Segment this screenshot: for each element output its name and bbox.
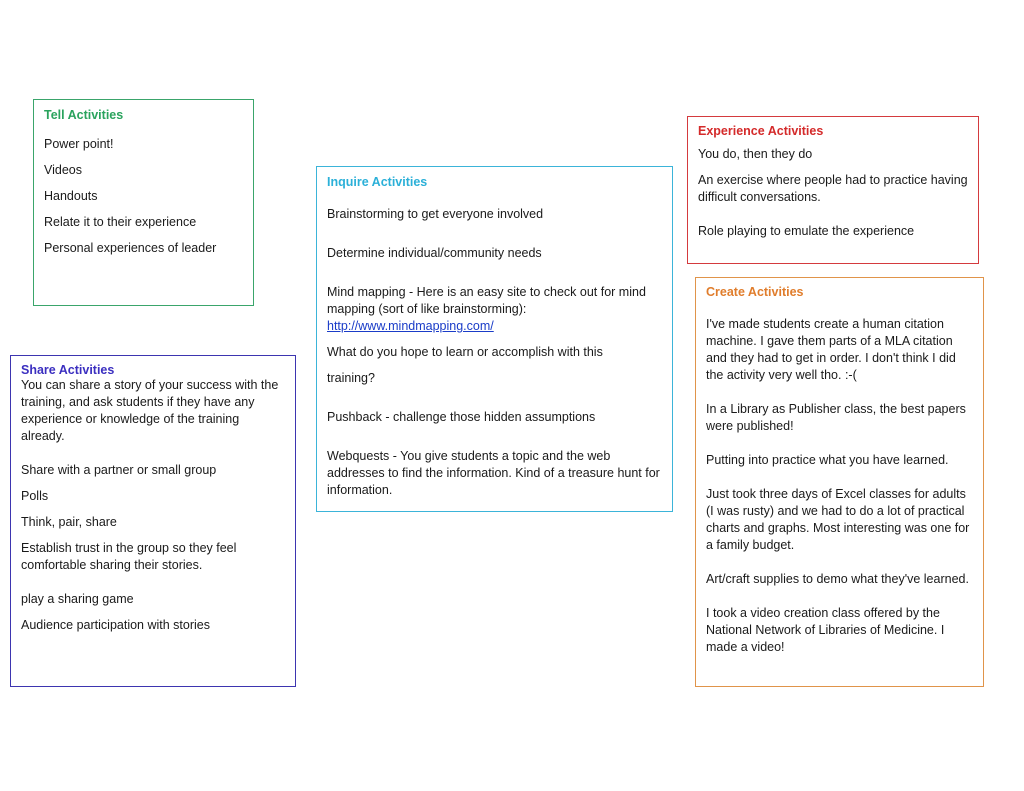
experience-item: You do, then they do xyxy=(698,147,813,161)
inquire-item: Webquests - You give students a topic and the web addresses to find the information. Kind of a treasure hunt for information. xyxy=(327,449,660,497)
tell-item: Personal experiences of leader xyxy=(44,241,217,255)
inquire-item: Brainstorming to get everyone involved xyxy=(327,207,544,221)
share-item: Audience participation with stories xyxy=(21,618,210,632)
inquire-item: Mind mapping - Here is an easy site to check out for mind mapping (sort of like brainstorming): xyxy=(327,285,646,316)
create-item: I've made students create a human citation machine. I gave them parts of a MLA citation and they had to get in order. I don't think I did the activity very well tho. :-( xyxy=(706,317,956,382)
experience-item: Role playing to emulate the experience xyxy=(698,224,915,238)
create-item: In a Library as Publisher class, the best papers were published! xyxy=(706,402,966,433)
create-item: Art/craft supplies to demo what they've learned. xyxy=(706,572,969,586)
share-item: Polls xyxy=(21,489,49,503)
share-item: play a sharing game xyxy=(21,592,134,606)
tell-item: Power point! xyxy=(44,137,114,151)
tell-item: Videos xyxy=(44,163,82,177)
inquire-item: What do you hope to learn or accomplish with this xyxy=(327,345,603,359)
experience-activities-box xyxy=(687,116,979,264)
inquire-activities-box xyxy=(316,166,673,512)
create-item: I took a video creation class offered by the National Network of Libraries of Medicine. I made a video! xyxy=(706,606,945,654)
experience-title: Experience Activities xyxy=(698,124,824,138)
share-item: Establish trust in the group so they feel comfortable sharing their stories. xyxy=(21,541,237,572)
create-item: Putting into practice what you have learned. xyxy=(706,453,949,467)
share-activities-box xyxy=(10,355,296,687)
create-activities-box xyxy=(695,277,984,687)
experience-item: An exercise where people had to practice having difficult conversations. xyxy=(698,173,968,204)
share-title: Share Activities xyxy=(21,363,115,377)
tell-title: Tell Activities xyxy=(44,108,124,122)
inquire-title: Inquire Activities xyxy=(327,175,428,189)
share-item: Think, pair, share xyxy=(21,515,117,529)
inquire-item: Determine individual/community needs xyxy=(327,246,542,260)
tell-item: Handouts xyxy=(44,189,98,203)
tell-activities-box xyxy=(33,99,254,306)
tell-item: Relate it to their experience xyxy=(44,215,197,229)
inquire-item: Pushback - challenge those hidden assumptions xyxy=(327,410,596,424)
mindmapping-link[interactable]: http://www.mindmapping.com/ xyxy=(327,319,494,333)
inquire-item: training? xyxy=(327,371,375,385)
share-item: You can share a story of your success with the training, and ask students if they have any experience or knowledge of the training already. xyxy=(21,378,279,443)
create-title: Create Activities xyxy=(706,285,804,299)
create-item: Just took three days of Excel classes for adults (I was rusty) and we had to do a lot of practical charts and graphs. Most interesting was one for a family budget. xyxy=(706,487,970,552)
share-item: Share with a partner or small group xyxy=(21,463,217,477)
